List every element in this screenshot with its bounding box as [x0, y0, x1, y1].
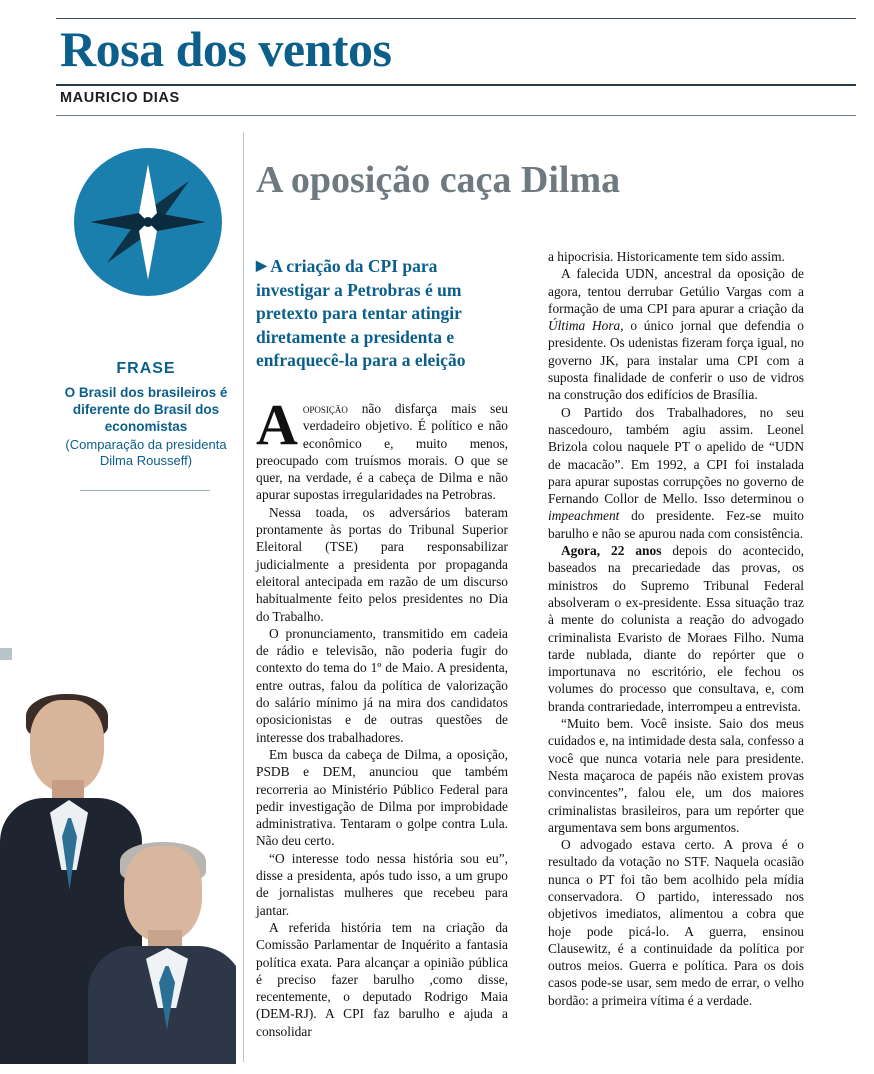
quote-attribution: (Comparação da presidenta Dilma Rousseff): [65, 437, 227, 468]
paragraph-text: não disfarça mais seu verdadeiro objetivo. É político e não econômico e, muito menos, preocupado com truísmos morais. O que se quer, na verdade, é a cabeça de Dilma e não apurar supostas irregularidades na Petrobras.: [256, 401, 508, 503]
paragraph: A falecida UDN, ancestral da oposição de agora, tentou derrubar Getúlio Vargas com a formação de uma CPI para apurar a criação da Última Hora, o único jornal que defendia o presidente. Os udenistas fizeram força igual, no governo JK, para instalar uma CPI com a suposta finalidade de conferir o uso de vidros na construção dos edifícios de Brasília.: [548, 266, 804, 403]
top-rule: [56, 18, 856, 19]
paragraph: O advogado estava certo. A prova é o resultado da votação no STF. Naquela ocasião nunca o PT foi tão bem acolhido pela mídia conservadora. O partido, interessado nos objetivos imediatos, alimentou a cobra que hoje pode picá-lo. A guerra, ensinou Clausewitz, é a continuidade da política por outros meios. Guerra e política. Para os dois casos pode-se usar, sem medo de errar, o velho bordão: a primeira vítima é a verdade.: [548, 837, 804, 1008]
paragraph-italic: impeachment: [548, 508, 620, 524]
column-divider: [243, 132, 244, 1062]
paragraph: O pronunciamento, transmitido em cadeia de rádio e televisão, não poderia fugir do contexto do tema do 1º de Maio. A presidenta, entre outras, falou da política de valorização do salário mínimo já na mira dos candidatos oposicionistas e de outras questões de interesse dos trabalhadores.: [256, 625, 508, 745]
lede-marker-icon: ▶: [256, 259, 267, 274]
title-rule: [56, 84, 856, 86]
article-headline: A oposição caça Dilma: [256, 159, 621, 201]
byline: MAURICIO DIAS: [60, 90, 180, 106]
paragraph: Nessa toada, os adversários bateram prontamente às portas do Tribunal Superior Eleitoral (TSE) para responsabilizar judicialmente a presidenta por propaganda eleitoral antecipada em razão de um discurso habitualmente feito pelos presidentes no Dia do Trabalho.: [256, 504, 508, 624]
paragraph: [256, 392, 508, 504]
article-lede: [256, 255, 508, 373]
body-column-2: [548, 248, 804, 1063]
quote-text: O Brasil dos brasileiros é diferente do Brasil dos economistas: [64, 385, 228, 434]
quote-block: [56, 360, 236, 469]
drop-cap: A: [256, 392, 298, 457]
paragraph: Em busca da cabeça de Dilma, a oposição, PSDB e DEM, anunciou que também recorreria ao Ministério Público Federal para pedir investigação de Dilma por improbidade administrativa. Tentaram o golpe contra Lula. Não deu certo.: [256, 746, 508, 849]
paragraph: “Muito bem. Você insiste. Saio dos meus cuidados e, na intimidade desta sala, confesso a você que nunca votaria nele para presidente. Nesta maçaroca de papéis não existem provas convincentes”, falou ele, um dos maiores criminalistas brasileiros, para um repórter que argumentava sem bons argumentos.: [548, 716, 804, 835]
paragraph: A referida história tem na criação da Comissão Parlamentar de Inquérito a fantasia política exata. Para alcançar a opinião pública é preciso fazer barulho ,como disse, recentemente, o deputado Rodrigo Maia (DEM-RJ). A CPI faz barulho e ajuda a consolidar: [256, 919, 508, 1039]
byline-rule: [56, 115, 856, 116]
paragraph: O Partido dos Trabalhadores, no seu nascedouro, também agiu assim. Leonel Brizola colou naquele PT o apelido de “UDN de macacão”. Em 1992, a CPI foi instalada para apurar supostas corrupções no governo de Fernando Collor de Mello. Isso determinou o impeachment do presidente. Fez-se muito barulho e não se apurou nada com consistência.: [548, 404, 804, 541]
compass-rose-icon: [74, 148, 222, 296]
portrait-second-person: [94, 846, 236, 1064]
body-column-1: [256, 392, 508, 1062]
quote-label: FRASE: [116, 360, 176, 377]
paragraph: “O interesse todo nessa história sou eu”, disse a presidenta, após tudo isso, a um grupo de jornalistas mulheres que recebeu para jantar.: [256, 850, 508, 918]
paragraph-bold-lead: Agora, 22 anos: [561, 543, 662, 559]
article-photo: [0, 660, 236, 1064]
paragraph-italic: Última Hora: [548, 318, 621, 334]
paragraph: Agora, 22 anos depois do acontecido, baseados na precariedade das provas, os ministros do Supremo Tribunal Federal absolveram o ex-presidente. Essa situação traz à mente do colunista a reação do advogado criminalista Evaristo de Moraes Filho. Numa tarde nublada, diante do repórter que o importunava no escritório, ele fechou os volumes do processo que consultava, e, com branda contrariedade, interrompeu a entrevista.: [548, 543, 804, 714]
paragraph-smallcaps: oposição: [302, 401, 348, 416]
lede-text: A criação da CPI para investigar a Petrobras é um pretexto para tentar atingir diretamente a presidenta e enfraquecê-la para a eleição: [256, 256, 466, 370]
page-title: Rosa dos ventos: [60, 21, 392, 77]
quote-rule: [80, 490, 210, 491]
paragraph: a hipocrisia. Historicamente tem sido assim.: [548, 249, 785, 264]
